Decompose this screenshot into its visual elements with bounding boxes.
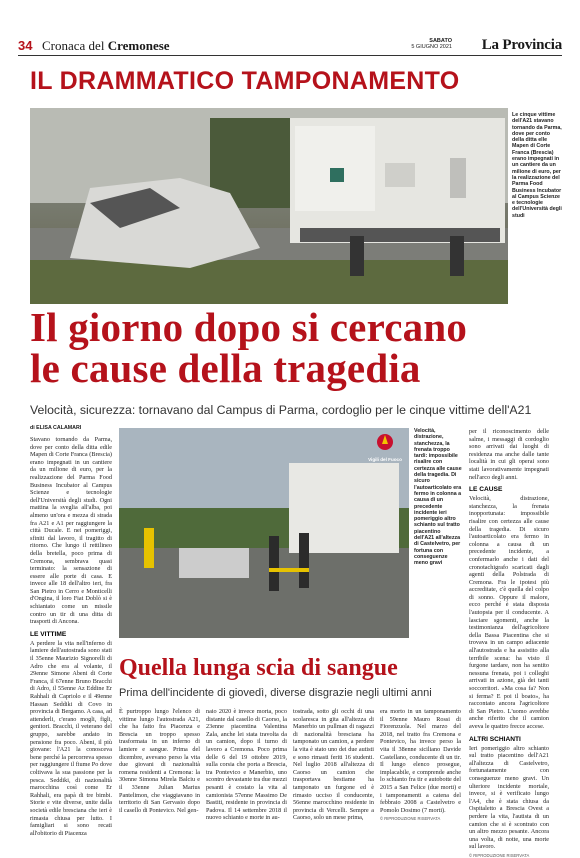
mid-photo-caption: Velocità, distrazione, stanchezza, la frenata troppo tardi: impossibile risalire con certezza alle cause della tragedia. Di sicuro l'autoarticolato era fermo in colonna a causa di un precedente incidente ieri pomeriggio altro schianto sul tratto piacentino dell'A21 all'altezza di Castelvetro, per fortuna con conseguenze meno gravi xyxy=(414,428,462,567)
right-paragraph-3: Ieri pomeriggio altro schianto sul tratto piacentino dell'A21 all'altezza di Castelvetro, fortunatamente con conseguenze meno gravi. Un ulteriore incidente mortale, invece, si è verificato lungo l'A4, che è stata chiusa da Ospitaletto a Brescia Ovest a perdere la vita, l'autista di un camion che si è scontrato con un altro mezzo pesante. Ancora una volta, di notte, una morte sul lavoro. xyxy=(469,744,549,851)
right-credit: © RIPRODUZIONE RISERVATA xyxy=(469,852,530,858)
right-paragraph-2: Velocità, distrazione, stanchezza, la frenata inopportunata: impossibile risalire con certezza alle cause della tragedia. Di sicuro l'autoarticolato era fermo in colonna a causa di un precedente incidente, a confermarlo anche i dati del cronotachigrafo scaricati dagli agenti della Polstrada di Cremona. Fra le ipotesi più accreditate, c'è quella del colpo di sonno. Oppure il malore, ecco perché è stata disposta l'autopsia per il conducente. A lasciare sgomenti, anche la testimonianza dell'agricoltore della Bassa Piacentina che si trovava in un campo adiacente all'autostrada e ha assistito alla terribile scena: ha visto il furgone tardare, non ha sentito nessuna frenata, poi i colleghi arrivati in azione, già dei tanti soccorritori. «Ma cosa fa? Non si ferma? E poi il boato», ha raccontato ancora l'agricoltore di San Pietro. L'uomo avrebbe anche riferito che il camion aveva le quattro frecce accese. xyxy=(469,495,549,730)
right-paragraph-1: per il riconoscimento delle salme, i messaggi di cordoglio sono arrivati dai luoghi di residenza ma anche dalle tante località in cui gli operai sono stati lavorativamente impegnati nell'arco degli anni. xyxy=(469,428,549,481)
page-header xyxy=(18,38,562,54)
header-day: SABATO xyxy=(429,38,452,44)
col1-paragraph-2: A perdere la vita nell'inferno di lamiere dell'autostrada sono stati il 35enne Maurizio Signorelli di Adro che era al volante, il 29enne Simone Abeni di Corte Franca, il 67enne Bruno Bracchi di Adro, il 55enne Az Eddine Er Rahhali di Capriolo e il 49enne Hassan Seddiki di Covo in provincia di Bergamo. A casa, ad attenderli, c'erano mogli, figli, genitori. Bracchi, il veterano del gruppo, sarebbe andato in pensione fra poco. Abeni, il più giovane: l'A21 la conosceva bene perché la percorreva spesso per raggiungere il fiume Po dove coltivava la sua passione per la pesca. Seddiki, di nazionalità marocchina così come Er Rahhali, era papà di tre bimbi. Storie e vite diverse, unite dalla società edile bresciana che ieri è rimasta chiusa per lutto. I famigliari si sono recati all'obitorio di Piacenza xyxy=(30,639,112,837)
fire-brigade-badge xyxy=(365,432,405,468)
bottom-columns xyxy=(119,708,461,838)
main-headline-line1: Il giorno dopo si cercano xyxy=(30,304,468,350)
main-headline xyxy=(30,304,550,391)
byline: di ELISA CALAMARI xyxy=(30,425,82,431)
fire-brigade-label: Vigili del Fuoco xyxy=(368,457,402,462)
crash-scene-illustration xyxy=(30,108,508,304)
bottom-column-3: tostrada, sotto gli occhi di una scolaresca in gita all'altezza di Manerbio un pullman di ragazzi di nazionalità bresciana ha tamponato un camion, a perdere la vita è stato uno dei due autisti e sono rimasti feriti 16 studenti. Nel luglio 2018 all'altezza di Caorso un camion che trasportava bestiame ha tamponato un furgone ed è rimasto ucciso il conducente, 56enne marocchino residente in provincia di Vercelli. Sempre a Caorso, solo un mese prima, xyxy=(293,708,374,822)
article-column-1 xyxy=(30,436,112,837)
bottom-column-2: naio 2020 è invece morta, poco distante dal casello di Caorso, la 23enne piacentina Valentina Zala, anche lei stata travolta da un camion, dopo il turno di lavoro a Cremona. Poco prima delle 6 del 19 ottobre 2019, sulla corsia che porta a Brescia, tra Pontevico e Manerbio, uno scontro devastante tra due mezzi pesanti è costato la vita al camionista 57enne Massimo De Bastiti, residente in provincia di Padova. Il 14 settembre 2018 il nuovo schianto e morte in au- xyxy=(206,708,287,822)
crash-photo xyxy=(30,108,508,304)
top-photo-caption: Le cinque vittime dell'A21 stavano tornando da Parma, dove per conto della ditta elle Mapen di Corte Franca (Brescia) erano impegnati in un cantiere da un milione di euro, per la realizzazione del Parma Food Business Incubator al Campus Scienze e tecnologie dell'Università degli studi xyxy=(512,112,562,219)
second-subheadline: Prima dell'incidente di giovedì, diverse disgrazie negli ultimi anni xyxy=(119,687,432,699)
fire-brigade-emblem-icon xyxy=(375,432,395,452)
bottom-column-4: era morto in un tamponamento il 59enne Mauro Rossi di Fiorenzuola. Nel marzo del 2018, nel tratto fra Cremona e Pontevico, ha invece perso la vita il 38enne siciliano Davide Castellano, conducente di un tir. Il lungo elenco prosegue, implacabile, e comprende anche lo schianto fra tir e autobotte del 2015 a San Felice (due morti) e i tamponamenti a catena del febbraio 2008 a Castelvetro e Pomolo Dosimo (7 morti). xyxy=(380,708,461,814)
col1-subhead: LE VITTIME xyxy=(30,630,67,638)
bottom-column-1: È purtroppo lungo l'elenco di vittime lungo l'autostrada A21, che ha fatto fra Piacenza e Brescia un troppo spesso trasformata in un inferno di lamiere e sangue. Prima del dicembre, avevano perso la vita due giovani di nazionalità romena residenti a Cremona: la 30enne Simona Mirela Balciu e il 33enne Julian Marius Pantelimon, che viaggiavano in territorio di San Gervasio dopo il casello di Pontevico. Nel gen- xyxy=(119,708,200,814)
right-subhead-1: LE CAUSE xyxy=(469,486,503,494)
second-headline: Quella lunga scia di sangue xyxy=(119,655,398,681)
section-banner: IL DRAMMATICO TAMPONAMENTO xyxy=(30,67,460,95)
section-name: Cronaca del Cremonese xyxy=(42,38,170,53)
bottom-column-4-wrap xyxy=(380,708,461,821)
header-date-text: 5 GIUGNO 2021 xyxy=(411,44,452,50)
right-subhead-2: ALTRI SCHIANTI xyxy=(469,735,521,743)
header-date xyxy=(411,38,452,50)
col1-paragraph-1: Stavano tornando da Parma, dove per conto della ditta edile Mapen di Corte Franca (Brescia) erano impegnati in un cantiere da un milione di euro, per la realizzazione del Parma Food Business Incubator al Campus Scienze e tecnologie dell'Università degli studi. Ogni mattina la sveglia all'alba, poi almeno un'ora e mezza di strada fra A21 e A1 per raggiungere la città Ducale. E nei pomeriggi, sfiniti dal lavoro, il tragitto di ritorno. Che lungo il rettilineo della bretella, poco prima di Cremona, sembrava quasi terminato: la sensazione di essere alle porte di casa. E invece alle 18 dell'altro ieri, fra San Pietro in Cerro e Monticelli d'Ongina, il loro Fiat Doblò si è schiantato come un missile contro un tir di una ditta di trasporti di Ancona. xyxy=(30,436,112,626)
subheadline: Velocità, sicurezza: tornavano dal Campus di Parma, cordoglio per le cinque vittime dell'A21 xyxy=(30,403,532,417)
main-headline-line2: le cause della tragedia xyxy=(30,345,421,391)
bottom-credit: © RIPRODUZIONE RISERVATA xyxy=(380,816,441,822)
firefighters-photo xyxy=(119,428,409,638)
header-rule xyxy=(18,55,562,56)
article-column-right xyxy=(469,428,549,858)
paper-logo: La Provincia xyxy=(481,37,562,53)
page-number: 34 xyxy=(18,38,33,53)
